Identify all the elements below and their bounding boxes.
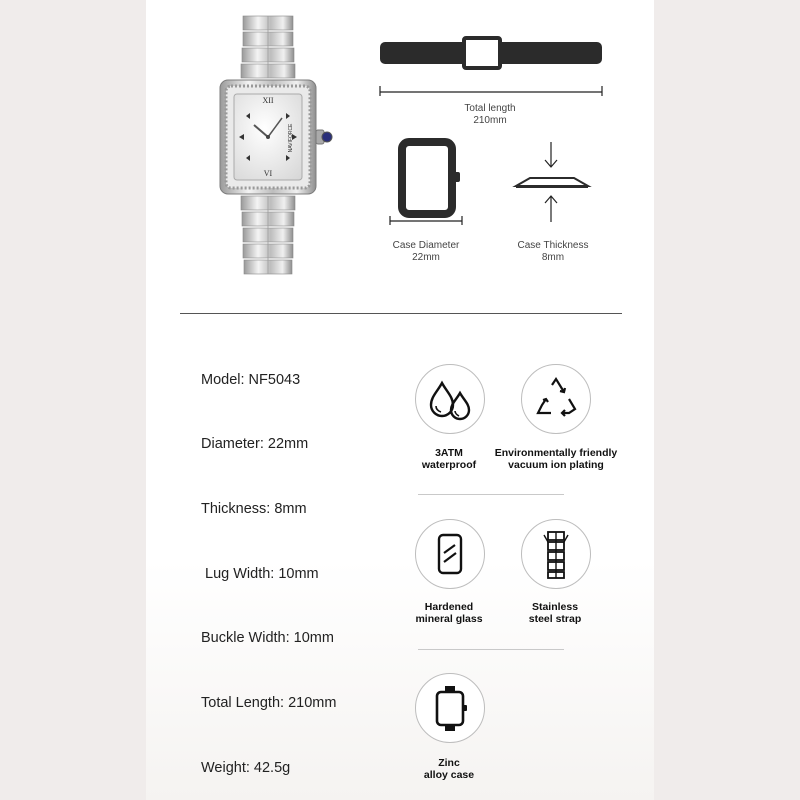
case-diameter-diagram xyxy=(386,136,466,226)
total-length-value: 210mm xyxy=(473,115,507,126)
case-thickness-label: Case Thickness xyxy=(517,240,589,251)
case-thickness-diagram xyxy=(508,136,598,226)
case-thickness-value: 8mm xyxy=(541,252,565,263)
water-drops-icon xyxy=(415,364,485,434)
spec-total-length: Total Length: 210mm xyxy=(201,695,337,711)
feature-divider-2 xyxy=(418,649,564,650)
spec-weight: Weight: 42.5g xyxy=(201,760,291,776)
spec-thickness: Thickness: 8mm xyxy=(201,501,307,517)
recycle-icon xyxy=(521,364,591,434)
mineral-glass-icon xyxy=(415,519,485,589)
product-card xyxy=(146,0,654,800)
total-length-caption xyxy=(450,103,530,127)
spec-buckle-width: Buckle Width: 10mm xyxy=(201,630,334,646)
feature-mineral-glass: Hardened mineral glass xyxy=(415,601,483,625)
total-length-label: Total length xyxy=(464,103,516,114)
spec-model: Model: NF5043 xyxy=(201,372,301,388)
feature-steel-strap: Stainless steel strap xyxy=(528,601,582,625)
section-divider xyxy=(180,313,622,314)
total-length-diagram xyxy=(376,30,606,100)
case-diameter-label: Case Diameter xyxy=(392,240,460,251)
feature-divider-1 xyxy=(418,494,564,495)
steel-strap-icon xyxy=(521,519,591,589)
spec-diameter: Diameter: 22mm xyxy=(201,436,309,452)
watch-brand: NAVIFORCE xyxy=(288,123,294,153)
feature-alloy-case: Zinc alloy case xyxy=(423,757,475,781)
watch-image xyxy=(206,10,376,285)
svg-text:XII: XII xyxy=(262,96,274,105)
alloy-case-icon xyxy=(415,673,485,743)
feature-waterproof: 3ATM waterproof xyxy=(421,447,477,471)
svg-text:VI: VI xyxy=(263,169,273,178)
feature-ion-plating: Environmentally friendly vacuum ion plating xyxy=(494,447,618,471)
spec-lug-width: Lug Width: 10mm xyxy=(205,566,319,582)
case-diameter-caption xyxy=(381,240,471,264)
case-diameter-value: 22mm xyxy=(412,252,440,263)
case-thickness-caption xyxy=(503,240,603,264)
